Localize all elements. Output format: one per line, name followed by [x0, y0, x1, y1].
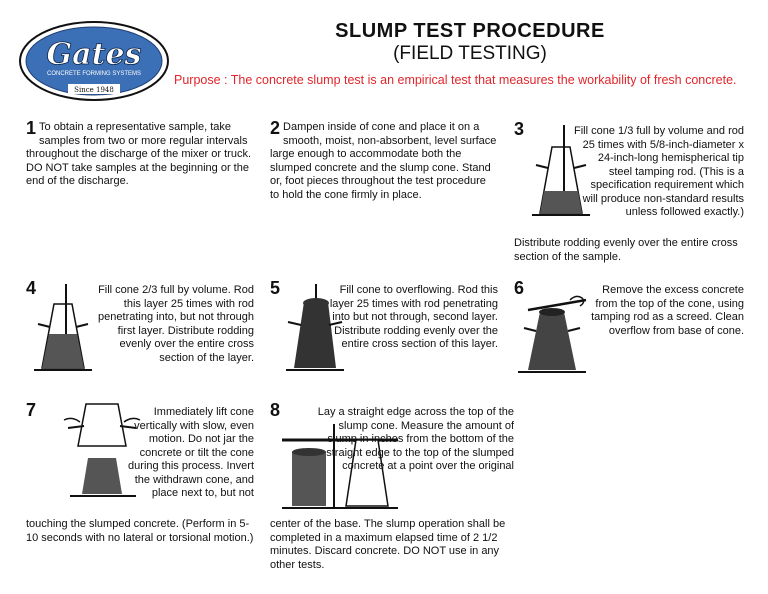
step-number: 6 [514, 278, 525, 298]
step-text-bottom: center of the base. The slump operation shall be completed in a maximum elapsed time of 2 1/2 minutes. Discard concrete. DO NOT use in any other tests. [270, 518, 506, 571]
step-1 [26, 118, 252, 189]
screed-cone-illustration [514, 286, 590, 378]
step-6 [514, 280, 744, 385]
logo-brand: Gates [46, 37, 142, 72]
step-number: 1 [26, 118, 37, 138]
step-text-bottom: Distribute rodding evenly over the entire cross section of the sample. [514, 237, 738, 263]
step-text: Fill cone to overflowing. Rod this layer 25 times with rod penetrating into but not through, second layer. Distribute rodding evenly over the entire cross section of this layer. [329, 284, 498, 350]
step-2 [270, 118, 498, 202]
step-5 [270, 280, 498, 385]
step-number: 2 [270, 118, 281, 138]
step-number: 4 [26, 278, 37, 298]
step-text: Lay a straight edge across the top of the slump cone. Measure the amount of slump in inches from the bottom of the straight edge to the top of the slumped concrete at a point over the original [317, 406, 514, 472]
step-number: 5 [270, 278, 281, 298]
cone-two-thirds-illustration [32, 284, 94, 376]
page-subtitle: (FIELD TESTING) [393, 43, 547, 64]
step-text: Immediately lift cone vertically with slow, even motion. Do not jar the concrete or tilt the cone during this process. Invert the withdrawn cone, and place next to, but not [128, 406, 254, 499]
purpose-statement: Purpose : The concrete slump test is an empirical test that measures the workability of fresh concrete. [174, 73, 737, 87]
step-7 [26, 402, 254, 562]
step-text: To obtain a representative sample, take samples from two or more regular intervals throughout the discharge of the mixer or truck. DO NOT take samples at the beginning or the end of the discharge. [26, 121, 252, 187]
step-text-bottom: touching the slumped concrete. (Perform in 5-10 seconds with no lateral or torsional motion.) [26, 518, 254, 544]
logo-since: Since 1948 [74, 86, 114, 94]
page-title: SLUMP TEST PROCEDURE [335, 20, 605, 42]
step-3 [514, 121, 744, 266]
step-text: Fill cone 2/3 full by volume. Rod this layer 25 times with rod penetrating into, but not through first layer. Distribute rodding evenly over the entire cross section of the layer. [98, 284, 254, 364]
step-number: 7 [26, 400, 37, 420]
step-number: 8 [270, 400, 281, 420]
step-4 [26, 280, 254, 385]
logo-tagline: CONCRETE FORMING SYSTEMS [46, 71, 142, 77]
step-8 [270, 402, 514, 577]
gates-logo [18, 20, 170, 102]
step-number: 3 [514, 119, 525, 139]
step-text: Dampen inside of cone and place it on a smooth, moist, non-absorbent, level surface large enough to accommodate both the slumped concrete and the slump cone. Stand or, foot pieces throughout the test procedure to hold the cone firmly in place. [270, 121, 497, 201]
step-text: Fill cone 1/3 full by volume and rod 25 times with 5/8-inch-diameter x 24-inch-long hemispherical tip steel tamping rod. (This is a specification requirement which will produce non-standard results unless followed exactly.) [574, 125, 744, 218]
step-text: Remove the excess concrete from the top of the cone, using tamping rod as a screed. Clean overflow from base of cone. [591, 284, 744, 337]
